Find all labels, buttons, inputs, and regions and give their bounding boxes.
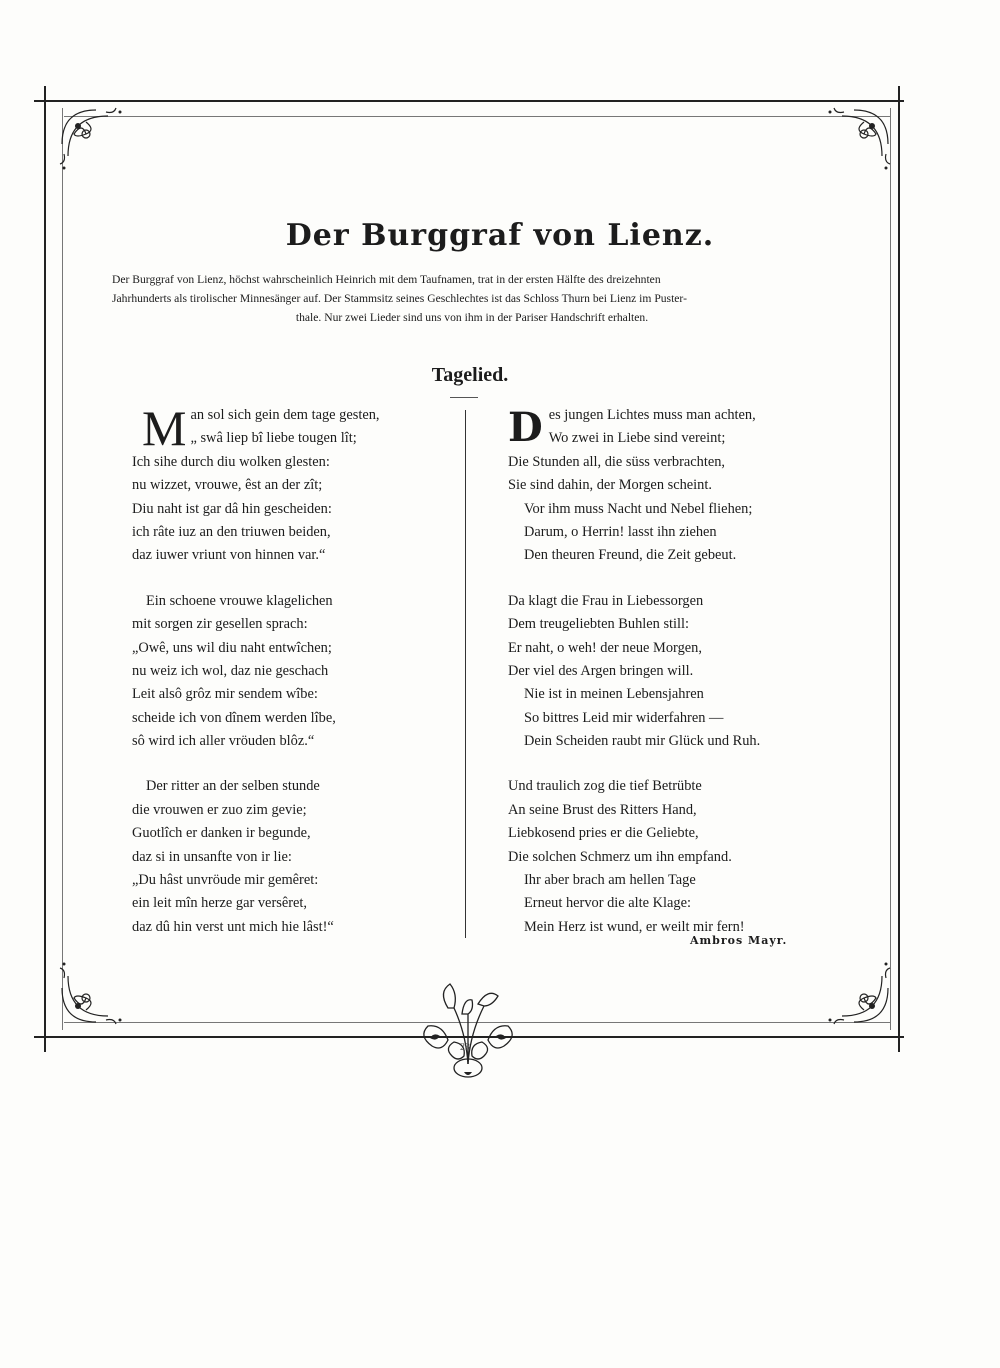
intro-line: Der Burggraf von Lienz, höchst wahrscheinlich Heinrich mit dem Taufnamen, trat in der ersten Hälfte des dreizehnten (112, 273, 661, 286)
verse-line: Die solchen Schmerz um ihn empfand. (508, 848, 732, 865)
intro-paragraph (112, 270, 832, 327)
page-title: Der Burggraf von Lienz. (285, 218, 715, 253)
verse-line: Darum, o Herrin! lasst ihn ziehen (524, 523, 717, 540)
verse-line: Nie ist in meinen Lebensjahren (524, 686, 704, 703)
poem-heading: Tagelied. (431, 364, 509, 386)
verse-line: „Owê, uns wil diu naht entwîchen; (132, 639, 332, 656)
corner-ornament-icon (56, 104, 126, 174)
verse-line: An seine Brust des Ritters Hand, (508, 801, 697, 818)
cyclamen-vignette-icon (408, 974, 528, 1080)
verse-line: Ihr aber brach am hellen Tage (524, 872, 696, 889)
verse-line: Dem treugeliebten Buhlen still: (508, 616, 690, 633)
verse-line: mit sorgen zir gesellen sprach: (132, 616, 308, 633)
verse-line: nu weiz ich wol, daz nie geschach (132, 662, 329, 679)
verse-line: sô wird ich aller vröuden blôz.“ (132, 733, 315, 750)
verse-line: So bittres Leid mir widerfahren — (524, 709, 724, 726)
verse-line: Sie sind dahin, der Morgen scheint. (508, 477, 712, 494)
middle-high-german-column (132, 400, 462, 939)
verse-line: Die Stunden all, die süss verbrachten, (508, 453, 726, 470)
dropcap: D (508, 404, 543, 451)
verse-line: Wo zwei in Liebe sind vereint; (548, 430, 726, 447)
verse-line: Diu naht ist gar dâ hin gescheiden: (132, 500, 332, 517)
verse-line: Ein schoene vrouwe klagelichen (146, 592, 333, 609)
verse-line: Und traulich zog die tief Betrübte (508, 778, 702, 795)
verse-line: ein leit mîn herze gar versêret, (132, 895, 307, 912)
verse-line: Er naht, o weh! der neue Morgen, (508, 639, 702, 656)
verse-line: nu wizzet, vrouwe, êst an der zît; (132, 477, 323, 494)
column-divider (465, 410, 466, 938)
verse-line: scheide ich von dînem werden lîbe, (132, 709, 336, 726)
verse-line: Ich sihe durch diu wolken glesten: (132, 453, 330, 470)
verse-line: Der ritter an der selben stunde (146, 778, 320, 795)
stanza (508, 404, 828, 568)
verse-line: „ swâ liep bî liebe tougen lît; (190, 430, 357, 447)
verse-line: daz iuwer vriunt von hinnen var.“ (132, 547, 326, 564)
frame-top-inner-rule (64, 116, 890, 117)
stanza (508, 775, 828, 939)
frame-top-rule (34, 100, 904, 102)
verse-line: ich râte iuz an den triuwen beiden, (132, 523, 331, 540)
verse-line: es jungen Lichtes muss man achten, (548, 407, 756, 423)
dropcap: M (142, 400, 187, 456)
verse-line: „Du hâst unvröude mir gemêret: (132, 872, 319, 889)
verse-line: daz si in unsanfte von ir lie: (132, 848, 292, 865)
verse-line: Dein Scheiden raubt mir Glück und Ruh. (524, 733, 761, 750)
heading-rule (450, 397, 478, 398)
verse-line: Leit alsô grôz mir sendem wîbe: (132, 686, 318, 703)
page-number: 23 (460, 1042, 470, 1053)
author-signature: Ambros Mayr. (690, 934, 788, 947)
verse-line: Den theuren Freund, die Zeit gebeut. (524, 547, 737, 564)
intro-line: Jahrhunderts als tirolischer Minnesänger auf. Der Stammsitz seines Geschlechtes ist das Schloss Thurn bei Lienz im Puster- (112, 292, 687, 305)
verse-line: Erneut hervor die alte Klage: (524, 895, 692, 912)
corner-ornament-icon (824, 104, 894, 174)
stanza (132, 400, 462, 568)
new-high-german-column (508, 404, 828, 939)
corner-ornament-icon (824, 958, 894, 1028)
verse-line: Da klagt die Frau in Liebessorgen (508, 592, 704, 609)
verse-line: an sol sich gein dem tage gesten, (190, 407, 380, 423)
corner-ornament-icon (56, 958, 126, 1028)
verse-line: die vrouwen er zuo zim gevie; (132, 801, 307, 818)
intro-line: thale. Nur zwei Lieder sind uns von ihm in der Pariser Handschrift erhalten. (295, 311, 649, 324)
stanza (132, 590, 462, 754)
verse-line: daz dû hin verst unt mich hie lâst!“ (132, 918, 334, 935)
stanza (132, 775, 462, 939)
verse-line: Liebkosend pries er die Geliebte, (508, 825, 699, 842)
verse-line: Mein Herz ist wund, er weilt mir fern! (524, 918, 745, 935)
verse-line: Guotlîch er danken ir begunde, (132, 825, 311, 842)
verse-line: Der viel des Argen bringen will. (508, 662, 694, 679)
stanza (508, 590, 828, 754)
verse-line: Vor ihm muss Nacht und Nebel fliehen; (524, 500, 753, 517)
